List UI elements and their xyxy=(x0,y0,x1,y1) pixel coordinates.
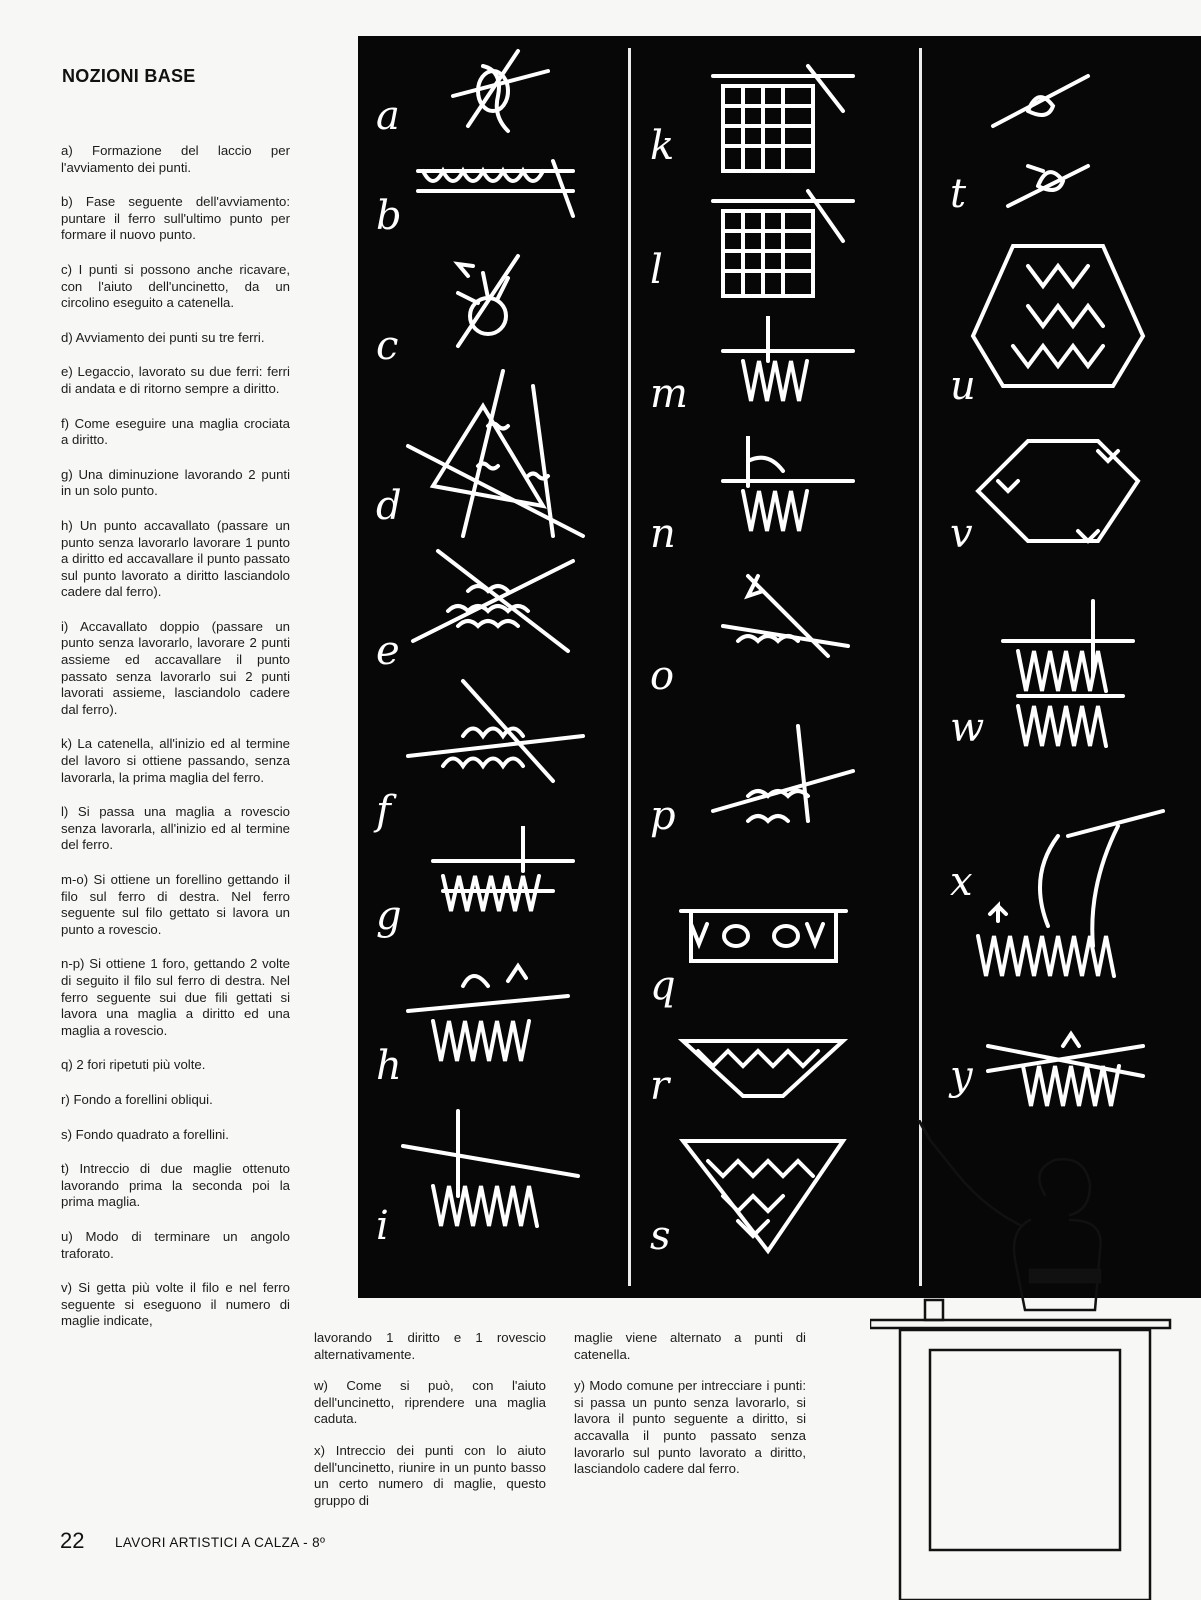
publication-title: LAVORI ARTISTICI A CALZA - 8º xyxy=(115,1535,326,1550)
stitch-letter: n xyxy=(650,511,676,557)
instruction-paragraph: l) Si passa una maglia a rovescio senza lavorarla, all'inizio ed al termine del ferro. xyxy=(61,804,290,853)
eyelet-o-illustration xyxy=(718,566,858,676)
standard-bind-off-illustration xyxy=(983,1021,1148,1116)
stitch-letter: p xyxy=(650,793,676,839)
bind-two-illustration xyxy=(988,66,1098,216)
stitch-letter: b xyxy=(376,193,402,239)
stitch-letter: u xyxy=(950,363,976,409)
stitch-letter: i xyxy=(376,1203,389,1249)
board-divider xyxy=(628,48,631,1286)
stitch-letter: g xyxy=(376,893,402,939)
stitch-letter: d xyxy=(376,483,402,529)
three-needles-illustration xyxy=(403,366,593,541)
instruction-paragraph: s) Fondo quadrato a forellini. xyxy=(61,1126,229,1142)
board-divider xyxy=(919,48,922,1286)
stitch-letter: f xyxy=(376,788,391,834)
stitch-letter: x xyxy=(950,859,973,905)
purl-slip-edge-illustration xyxy=(708,186,858,306)
square-eyelets-illustration xyxy=(678,1131,848,1261)
crochet-bind-off-illustration xyxy=(968,806,1168,986)
stitch-letter: y xyxy=(950,1053,973,1099)
page-number: 22 xyxy=(60,1528,85,1553)
instruction-paragraph: h) Un punto accavallato (passare un punto senza lavorarlo lavorare 1 punto a diritto ed accavallare il punto passato sul punto lavorato a diritto lasciandolo cadere dal ferro). xyxy=(61,517,290,600)
double-slip-illustration xyxy=(398,1106,588,1236)
instruction-paragraph: q) 2 fori ripetuti più volte. xyxy=(61,1057,206,1073)
chain-edge-illustration xyxy=(708,61,858,176)
stitch-letter: k xyxy=(650,123,675,169)
instruction-paragraph: n-p) Si ottiene 1 foro, gettando 2 volte di seguito il filo sul ferro di destra. Nel ferro seguente sui due fili gettati si lavora una maglia a diritto ed una maglia a rovescio. xyxy=(61,956,290,1038)
stitch-letter: e xyxy=(376,628,400,674)
instruction-paragraph: x) Intreccio dei punti con lo aiuto dell'uncinetto, riunire in un punto basso un certo numero di maglie, questo gruppo di xyxy=(314,1442,546,1508)
double-eyelets-illustration xyxy=(676,896,851,971)
garter-stitch-illustration xyxy=(408,541,578,661)
page-title: NOZIONI BASE xyxy=(62,66,196,86)
stitch-letter: v xyxy=(950,511,973,557)
eyelet-p-illustration xyxy=(708,721,858,836)
cast-on-illustration xyxy=(413,151,583,221)
stitch-letter: a xyxy=(376,93,400,139)
instruction-paragraph: c) I punti si possono anche ricavare, con l'aiuto dell'uncinetto, da un circolino eseguito a catenella. xyxy=(61,261,290,311)
instruction-paragraph: v) Si getta più volte il filo e nel ferro seguente si eseguono il numero di maglie indicate, xyxy=(61,1280,290,1329)
oblique-eyelets-illustration xyxy=(678,1031,848,1106)
stitch-letter: h xyxy=(376,1043,402,1089)
instruction-paragraph: maglie viene alternato a punti di catenella. xyxy=(574,1330,806,1362)
instructions-column-left xyxy=(61,143,290,1348)
instruction-paragraph: w) Come si può, con l'aiuto dell'uncinetto, riprendere una maglia caduta. xyxy=(314,1378,546,1427)
crochet-circle-illustration xyxy=(438,246,548,356)
eyelet-m-illustration xyxy=(718,316,858,416)
instruction-paragraph: k) La catenella, all'inizio ed al termine del lavoro si ottiene passando, senza lavorarla, la prima maglia del ferro. xyxy=(61,736,290,785)
instruction-paragraph: y) Modo comune per intrecciare i punti: si passa un punto senza lavorarlo, si lavora il punto seguente a diritto, si accavalla il punto passato senza lavorarlo sul punto lavorato a diritto, lasciandolo cadere dal ferro. xyxy=(574,1378,806,1477)
instructions-column-right xyxy=(574,1330,806,1493)
yarn-overs-illustration xyxy=(968,421,1148,551)
crossed-stitch-illustration xyxy=(403,671,593,791)
chalkboard xyxy=(358,36,1201,1298)
instruction-paragraph: f) Come eseguire una maglia crociata a diritto. xyxy=(61,415,290,448)
stitch-letter: c xyxy=(376,323,399,369)
stitch-letter: t xyxy=(950,171,967,217)
instruction-paragraph: d) Avviamento dei punti su tre ferri. xyxy=(61,329,265,345)
slip-stitch-over-illustration xyxy=(403,961,573,1071)
stitch-letter: l xyxy=(650,247,663,293)
teacher-illustration xyxy=(870,1120,1201,1600)
stitch-letter: r xyxy=(650,1063,670,1109)
dropped-stitch-illustration xyxy=(998,596,1138,766)
slip-knot-illustration xyxy=(448,46,558,141)
instruction-paragraph: u) Modo di terminare un angolo traforato. xyxy=(61,1228,290,1261)
stitch-letter: q xyxy=(650,963,676,1009)
instruction-paragraph: r) Fondo a forellini obliqui. xyxy=(61,1091,213,1107)
instruction-paragraph: t) Intreccio di due maglie ottenuto lavorando prima la seconda poi la prima maglia. xyxy=(61,1161,290,1210)
stitch-letter: m xyxy=(650,371,688,417)
stitch-letter: o xyxy=(650,653,675,699)
instruction-paragraph: g) Una diminuzione lavorando 2 punti in un solo punto. xyxy=(61,466,290,499)
stitch-letter: s xyxy=(650,1213,671,1259)
eyelet-n-illustration xyxy=(718,436,858,536)
lace-corner-illustration xyxy=(968,236,1148,391)
instruction-paragraph: b) Fase seguente dell'avviamento: puntare il ferro sull'ultimo punto per formare il nuovo punto. xyxy=(61,194,290,243)
instruction-paragraph: a) Formazione del laccio per l'avviamento dei punti. xyxy=(61,143,290,175)
instruction-paragraph: i) Accavallato doppio (passare un punto senza lavorarlo, lavorare 2 punti assieme ed accavallare il punto passato senza lavorarlo sui 2 punti lavorati assieme, lasciandolo cadere dal ferro). xyxy=(61,618,290,717)
instruction-paragraph: e) Legaccio, lavorato su due ferri: ferri di andata e di ritorno sempre a diritto. xyxy=(61,364,290,396)
decrease-illustration xyxy=(428,826,578,921)
stitch-letter: w xyxy=(950,705,985,751)
instructions-column-middle xyxy=(314,1330,546,1524)
instruction-paragraph: m-o) Si ottiene un forellino gettando il filo sul ferro di destra. Nel ferro seguente sul filo gettato si lavora un punto a rovescio. xyxy=(61,872,290,937)
instruction-paragraph: lavorando 1 diritto e 1 rovescio alternativamente. xyxy=(314,1330,546,1362)
